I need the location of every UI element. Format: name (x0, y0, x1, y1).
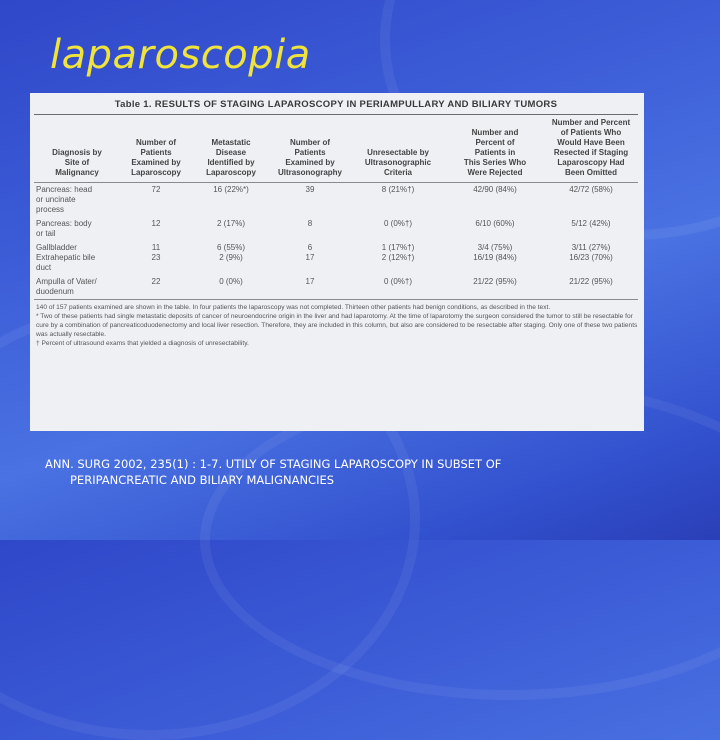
table-cell: 0 (0%) (219, 277, 243, 286)
slide-title: laparoscopia (50, 32, 311, 78)
column-header: Unresectable by Ultrasonographic Criteria (364, 148, 432, 177)
table-cell: 6/10 (60%) (475, 219, 515, 228)
table-cell: Gallbladder Extrahepatic bile duct (36, 243, 96, 272)
table-cell: 22 (151, 277, 161, 286)
table-cell: 3/4 (75%) 16/19 (84%) (473, 243, 517, 262)
caption-line: ANN. SURG 2002, 235(1) : 1-7. UTILY OF STAGING LAPAROSCOPY IN SUBSET OF (45, 457, 502, 471)
column-header: Number and Percent of Patients Who Would Have Been Resected if Staging Laparoscopy Had Been Omitted (551, 118, 631, 177)
table-cell: Ampulla of Vater/ duodenum (36, 277, 97, 296)
table-cell: 16 (22%*) (213, 185, 249, 194)
table-cell: 2 (17%) (216, 219, 245, 228)
citation-caption (45, 456, 645, 488)
table-cell: 3/11 (27%) 16/23 (70%) (569, 243, 613, 262)
column-header: Metastatic Disease Identified by Laparoscopy (206, 138, 256, 177)
footnote: † Percent of ultrasound exams that yielded a diagnosis of unresectability. (36, 340, 249, 347)
table-cell: 72 (151, 185, 161, 194)
caption-line: PERIPANCREATIC AND BILIARY MALIGNANCIES (70, 473, 335, 487)
bottom-rule (34, 299, 638, 300)
results-table (34, 115, 638, 300)
column-header: Number and Percent of Patients in This Series Who Were Rejected (463, 128, 527, 177)
table-cell: 42/90 (84%) (473, 185, 517, 194)
column-header: Number of Patients Examined by Laparoscopy (131, 138, 181, 177)
table-row (34, 183, 638, 217)
column-header: Diagnosis by Site of Malignancy (52, 148, 102, 177)
results-table-image (30, 93, 644, 431)
table-cell: 0 (0%†) (383, 219, 412, 228)
table-cell: Pancreas: body or tail (36, 219, 92, 238)
table-row (34, 217, 638, 241)
table-cell: 8 (21%†) (381, 185, 415, 194)
table-cell: Pancreas: head or uncinate process (36, 185, 93, 214)
table-cell: 11 23 (151, 243, 161, 262)
table-cell: 42/72 (58%) (569, 185, 613, 194)
table-cell: 6 (55%) 2 (9%) (216, 243, 245, 262)
table-row (34, 241, 638, 275)
table-cell: 1 (17%†) 2 (12%†) (381, 243, 415, 262)
column-header: Number of Patients Examined by Ultrasonography (277, 138, 342, 177)
table-cell: 6 17 (305, 243, 315, 262)
table-cell: 0 (0%†) (383, 277, 412, 286)
table-cell: 8 (307, 219, 313, 228)
table-footnotes (34, 303, 638, 348)
table-header-row (34, 115, 638, 182)
table-cell: 21/22 (95%) (569, 277, 613, 286)
table-cell: 12 (151, 219, 161, 228)
footnote: * Two of these patients had single metastatic deposits of cancer of neuroendocrine origin in the liver and had laparotomy. At the time of laparotomy the surgeon considered the tumor to still be resectable for cure by a combination of pancreaticoduodenectomy and local liver resection. Therefore, they are included in this column, but also are considered to be resectable after staging. Only one of these two patients was actually resectable. (36, 313, 638, 338)
table-title: Table 1. RESULTS OF STAGING LAPAROSCOPY IN PERIAMPULLARY AND BILIARY TUMORS (114, 99, 558, 110)
table-cell: 21/22 (95%) (473, 277, 517, 286)
table-cell: 5/12 (42%) (571, 219, 611, 228)
footnote: 140 of 157 patients examined are shown in the table. In four patients the laparoscopy was not completed. Thirteen other patients had benign conditions, as described in the text. (36, 304, 551, 311)
table-cell: 39 (305, 185, 315, 194)
table-cell: 17 (305, 277, 315, 286)
table-row (34, 275, 638, 299)
